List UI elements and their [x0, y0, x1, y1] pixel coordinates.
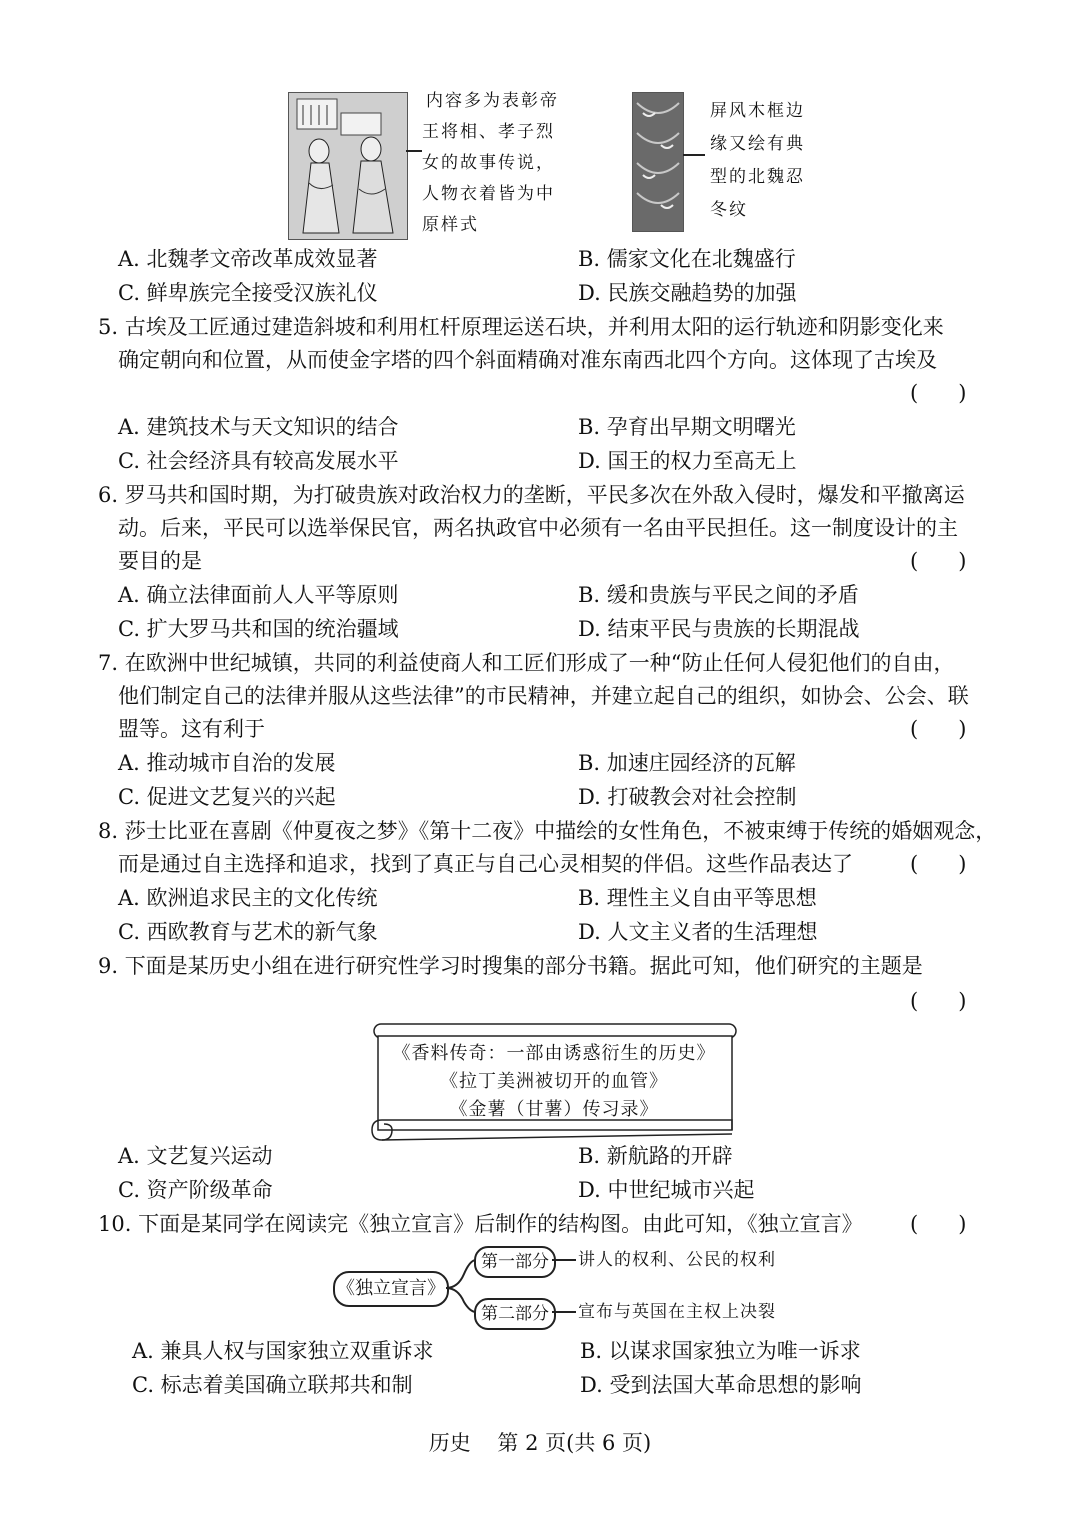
- q6-answer-blank[interactable]: ( ): [910, 549, 967, 573]
- q6-stem-line: 要目的是: [118, 549, 202, 573]
- left-image-caption-line: 女的故事传说，: [422, 153, 555, 173]
- left-image-caption-line: 内容多为表彰帝: [426, 91, 559, 111]
- q10-option-a[interactable]: A. 兼具人权与国家独立双重诉求: [132, 1339, 434, 1363]
- q7-stem-line: 他们制定自己的法律并服从这些法律”的市民精神，并建立起自己的组织，如协会、公会、联: [118, 684, 969, 708]
- q6-stem-line: 6. 罗马共和国时期，为打破贵族对政治权力的垄断，平民多次在外敌入侵时，爆发和平撤离运: [98, 483, 965, 507]
- right-image-caption-line: 冬纹: [710, 200, 748, 220]
- q8-stem-line: 而是通过自主选择和追求，找到了真正与自己心灵相契的伴侣。这些作品表达了: [118, 852, 853, 876]
- book-title: 《香料传奇：一部由诱惑衍生的历史》: [392, 1043, 716, 1064]
- q8-option-d[interactable]: D. 人文主义者的生活理想: [578, 920, 818, 944]
- q4-option-d[interactable]: D. 民族交融趋势的加强: [578, 281, 797, 305]
- q7-option-c[interactable]: C. 促进文艺复兴的兴起: [118, 785, 336, 809]
- q5-option-c[interactable]: C. 社会经济具有较高发展水平: [118, 449, 399, 473]
- northern-wei-screen-painting-image: [288, 92, 408, 240]
- book-title: 《拉丁美洲被切开的血管》: [440, 1071, 668, 1092]
- q5-answer-blank[interactable]: ( ): [910, 381, 967, 405]
- q10-answer-blank[interactable]: ( ): [910, 1212, 967, 1236]
- declaration-part-two-node: 第二部分: [474, 1298, 556, 1330]
- q5-option-d[interactable]: D. 国王的权力至高无上: [578, 449, 797, 473]
- right-image-caption-line: 屏风木框边: [710, 101, 805, 121]
- q9-option-c[interactable]: C. 资产阶级革命: [118, 1178, 273, 1202]
- q7-option-b[interactable]: B. 加速庄园经济的瓦解: [578, 751, 796, 775]
- screen-frame-pattern-image: [632, 92, 684, 232]
- q9-option-b[interactable]: B. 新航路的开辟: [578, 1144, 733, 1168]
- q9-option-d[interactable]: D. 中世纪城市兴起: [578, 1178, 755, 1202]
- declaration-center-node: 《独立宣言》: [333, 1271, 449, 1307]
- q7-stem-line: 盟等。这有利于: [118, 717, 265, 741]
- q4-option-a[interactable]: A. 北魏孝文帝改革成效显著: [118, 247, 378, 271]
- q10-option-d[interactable]: D. 受到法国大革命思想的影响: [580, 1373, 862, 1397]
- page-footer: 历史 第 2 页(共 6 页): [428, 1431, 652, 1455]
- q9-answer-blank[interactable]: ( ): [910, 989, 967, 1013]
- q5-stem-line: 5. 古埃及工匠通过建造斜坡和利用杠杆原理运送石块，并利用太阳的运行轨迹和阴影变化来: [98, 315, 944, 339]
- left-image-caption-line: 人物衣着皆为中: [422, 184, 555, 204]
- q8-option-c[interactable]: C. 西欧教育与艺术的新气象: [118, 920, 378, 944]
- q6-option-d[interactable]: D. 结束平民与贵族的长期混战: [578, 617, 860, 641]
- q10-option-b[interactable]: B. 以谋求国家独立为唯一诉求: [580, 1339, 861, 1363]
- q7-answer-blank[interactable]: ( ): [910, 717, 967, 741]
- q7-option-d[interactable]: D. 打破教会对社会控制: [578, 785, 797, 809]
- left-caption-connector: [406, 150, 422, 152]
- q4-option-c[interactable]: C. 鲜卑族完全接受汉族礼仪: [118, 281, 378, 305]
- book-list-scroll: [364, 1016, 744, 1146]
- q6-option-c[interactable]: C. 扩大罗马共和国的统治疆域: [118, 617, 399, 641]
- q7-stem-line: 7. 在欧洲中世纪城镇，共同的利益使商人和工匠们形成了一种“防止任何人侵犯他们的自由，: [98, 651, 955, 675]
- declaration-part-two-text: 宣布与英国在主权上决裂: [578, 1302, 776, 1322]
- declaration-part-one-text: 讲人的权利、公民的权利: [578, 1250, 776, 1270]
- q9-option-a[interactable]: A. 文艺复兴运动: [118, 1144, 273, 1168]
- q6-option-a[interactable]: A. 确立法律面前人人平等原则: [118, 583, 399, 607]
- book-title: 《金薯（甘薯）传习录》: [449, 1099, 659, 1120]
- q6-stem-line: 动。后来，平民可以选举保民官，两名执政官中必须有一名由平民担任。这一制度设计的主: [118, 516, 958, 540]
- right-image-caption-line: 缘又绘有典: [710, 134, 805, 154]
- q6-option-b[interactable]: B. 缓和贵族与平民之间的矛盾: [578, 583, 859, 607]
- q5-option-a[interactable]: A. 建筑技术与天文知识的结合: [118, 415, 399, 439]
- right-image-caption-line: 型的北魏忍: [710, 167, 805, 187]
- q5-option-b[interactable]: B. 孕育出早期文明曙光: [578, 415, 796, 439]
- declaration-part-one-node: 第一部分: [474, 1246, 556, 1278]
- q8-option-a[interactable]: A. 欧洲追求民主的文化传统: [118, 886, 378, 910]
- q8-answer-blank[interactable]: ( ): [910, 852, 967, 876]
- q10-stem-line: 10. 下面是某同学在阅读完《独立宣言》后制作的结构图。由此可知，《独立宣言》: [98, 1212, 863, 1236]
- q7-option-a[interactable]: A. 推动城市自治的发展: [118, 751, 336, 775]
- q8-option-b[interactable]: B. 理性主义自由平等思想: [578, 886, 817, 910]
- q10-option-c[interactable]: C. 标志着美国确立联邦共和制: [132, 1373, 413, 1397]
- right-caption-connector: [683, 154, 705, 156]
- q8-stem-line: 8. 莎士比亚在喜剧《仲夏夜之梦》《第十二夜》中描绘的女性角色，不被束缚于传统的婚姻观念，: [98, 819, 997, 843]
- q4-option-b[interactable]: B. 儒家文化在北魏盛行: [578, 247, 796, 271]
- q5-stem-line: 确定朝向和位置，从而使金字塔的四个斜面精确对准东南西北四个方向。这体现了古埃及: [118, 348, 937, 372]
- left-image-caption-line: 王将相、孝子烈: [422, 122, 555, 142]
- left-image-caption-line: 原样式: [422, 215, 479, 235]
- q9-stem-line: 9. 下面是某历史小组在进行研究性学习时搜集的部分书籍。据此可知，他们研究的主题是: [98, 954, 923, 978]
